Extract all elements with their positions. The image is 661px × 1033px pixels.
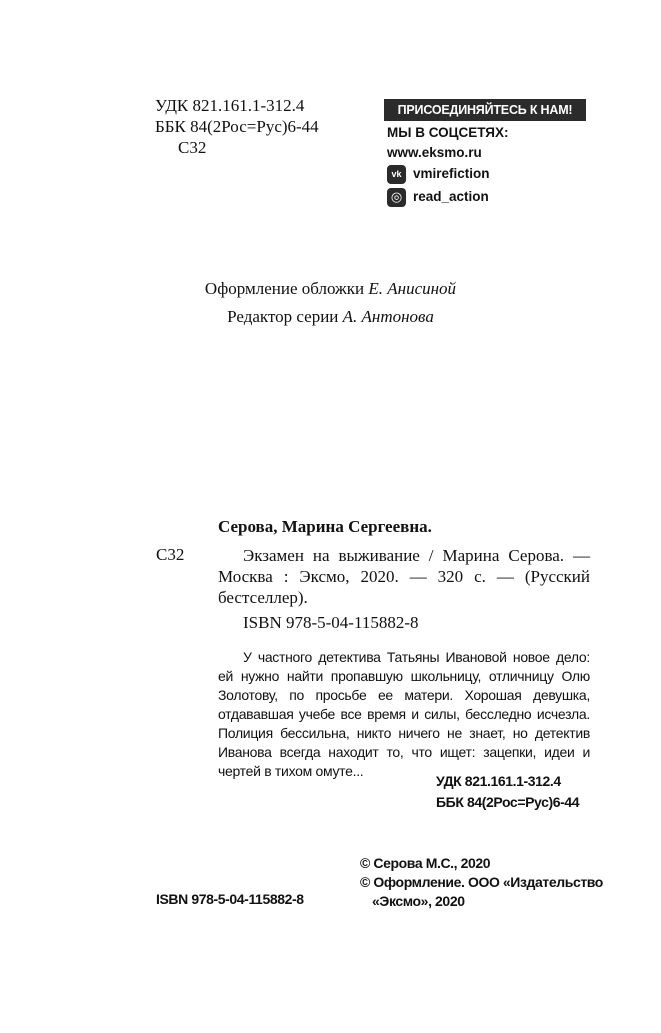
cover-credit	[0, 279, 661, 299]
social-subheader: МЫ В СОЦСЕТЯХ:	[387, 125, 509, 140]
copyright-design: © Оформление. ООО «Издательство	[360, 874, 603, 890]
bibliographic-text: Экзамен на выживание / Марина Серова. — Москва : Эксмо, 2020. — 320 с. — (Русский бестселлер).	[218, 546, 590, 607]
author-heading: Серова, Марина Сергеевна.	[218, 517, 432, 536]
author-code-top: С32	[178, 138, 207, 157]
copyright-author: © Серова М.С., 2020	[360, 855, 491, 871]
instagram-icon: ◎	[387, 188, 406, 207]
bbk-top: ББК 84(2Рос=Рус)6-44	[155, 117, 319, 136]
series-editor-name: А. Антонова	[342, 307, 434, 326]
website-link[interactable]: www.eksmo.ru	[387, 145, 482, 160]
isbn: ISBN 978-5-04-115882-8	[243, 613, 419, 632]
bibliographic-description	[218, 545, 590, 608]
bbk-bottom: ББК 84(2Рос=Рус)6-44	[436, 794, 580, 810]
udk-bottom: УДК 821.161.1-312.4	[436, 773, 561, 789]
social-header: ПРИСОЕДИНЯЙТЕСЬ К НАМ!	[384, 99, 586, 121]
isbn-bottom: ISBN 978-5-04-115882-8	[156, 891, 304, 907]
annotation-text: У частного детектива Татьяны Ивановой новое дело: ей нужно найти пропавшую школьницу, отличницу Олю Золотову, по просьбе ее матери. Хорошая девушка, отдававшая учебе все время и силы, бесследно исчезла. Полиция бессильна, никто ничего не знает, но детектив Иванова всегда находит то, что ищет: зацепки, идеи и чертей в тихом омуте...	[218, 649, 590, 779]
instagram-link[interactable]	[387, 187, 489, 207]
cover-credit-prefix: Оформление обложки	[204, 279, 369, 298]
udk-top: УДК 821.161.1-312.4	[155, 96, 305, 115]
instagram-handle: read_action	[413, 189, 489, 204]
vk-icon: vk	[387, 165, 406, 184]
annotation	[218, 648, 590, 781]
vk-handle: vmirefiction	[413, 166, 490, 181]
author-code: С32	[156, 545, 185, 564]
vk-link[interactable]	[387, 164, 490, 184]
cover-designer-name: Е. Анисиной	[368, 279, 457, 298]
editor-credit	[0, 307, 661, 327]
editor-credit-prefix: Редактор серии	[227, 307, 343, 326]
copyright-publisher: «Эксмо», 2020	[372, 893, 465, 909]
